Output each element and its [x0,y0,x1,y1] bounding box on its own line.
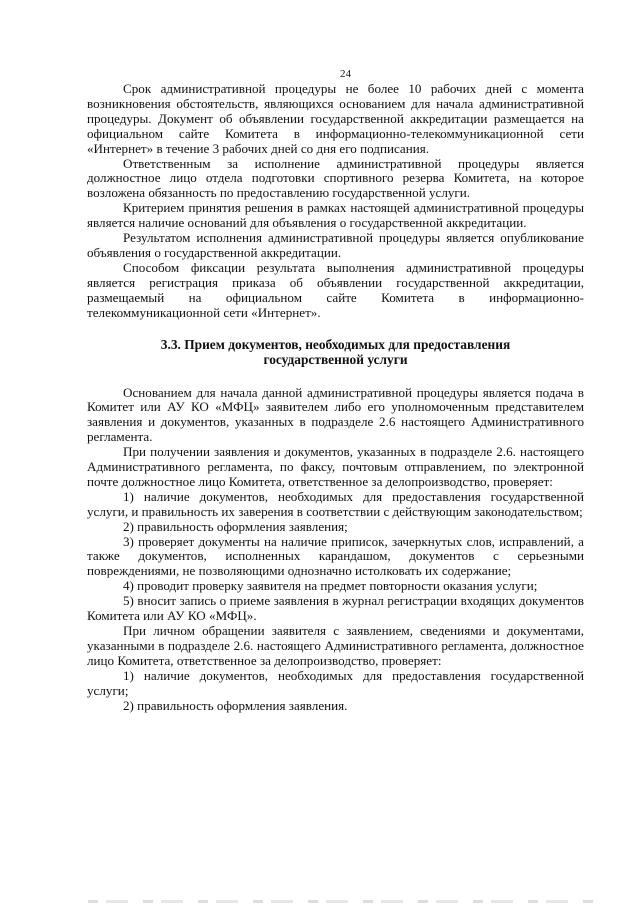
paragraph: Ответственным за исполнение административной процедуры является должностное лицо отдела подготовки спортивного резерва Комитета, на которое возложена обязанность по предоставлению государственной услуги. [87,155,584,201]
section-heading-line2: государственной услуги [263,352,408,367]
paragraph: Результатом исполнения административной процедуры является опубликование объявления о государственной аккредитации. [87,230,584,260]
paragraph: При получении заявления и документов, указанных в подразделе 2.6. настоящего Административного регламента, по факсу, почтовым отправлением, по электронной почте должностное лицо Комитета, ответственное за делопроизводство, проверяет: [87,444,584,489]
list-item: 1) наличие документов, необходимых для предоставления государственной услуги, и правильность их заверения в соответствии с действующим законодательством; [87,488,584,519]
page-number: 24 [340,68,351,80]
list-item: 2) правильность оформления заявления. [123,697,348,713]
paragraph: Основанием для начала данной административной процедуры является подача в Комитет или АУ КО «МФЦ» заявителем либо его уполномоченным представителем заявления и документов, указанных в подразделе 2.6 настоящего Административного регламента. [87,384,584,445]
section-before-heading [87,82,584,321]
paragraph: Срок административной процедуры не более 10 рабочих дней с момента возникновения обстоятельств, являющихся основанием для начала административной процедуры. Документ об объявлении государственной аккредитации размещается на официальном сайте Комитета в информационно-телекоммуникационной сети «Интернет» в течение 3 рабочих дней со дня его подписания. [87,81,584,156]
paragraph: Способом фиксации результата выполнения административной процедуры является регистрация приказа об объявлении государственной аккредитации, размещаемый на официальном сайте Комитета в информационно-телекоммуникационной сети «Интернет». [87,259,584,320]
section-heading-line1: 3.3. Прием документов, необходимых для предоставления [160,336,511,352]
section-after-heading [87,386,584,714]
list-item: 4) проводит проверку заявителя на предмет повторности оказания услуги; [123,578,538,594]
paragraph: При личном обращении заявителя с заявлением, сведениями и документами, указанными в подразделе 2.6. настоящего Административного регламента, должностное лицо Комитета, ответственное за делопроизводство, проверяет: [87,623,584,668]
section-heading [87,337,584,368]
list-item: 3) проверяет документы на наличие приписок, зачеркнутых слов, исправлений, а также документов, исполненных карандашом, документов с серьезными повреждениями, не позволяющими однозначно истолковать их содержание; [87,533,584,579]
list-item: 5) вносит запись о приеме заявления в журнал регистрации входящих документов Комитета или АУ КО «МФЦ». [87,593,584,624]
scan-edge-artifact [88,900,600,903]
list-item: 1) наличие документов, необходимых для предоставления государственной услуги; [87,667,584,698]
paragraph: Критерием принятия решения в рамках настоящей административной процедуры является наличие оснований для объявления о государственной аккредитации. [87,200,584,231]
list-item: 2) правильность оформления заявления; [123,518,348,534]
